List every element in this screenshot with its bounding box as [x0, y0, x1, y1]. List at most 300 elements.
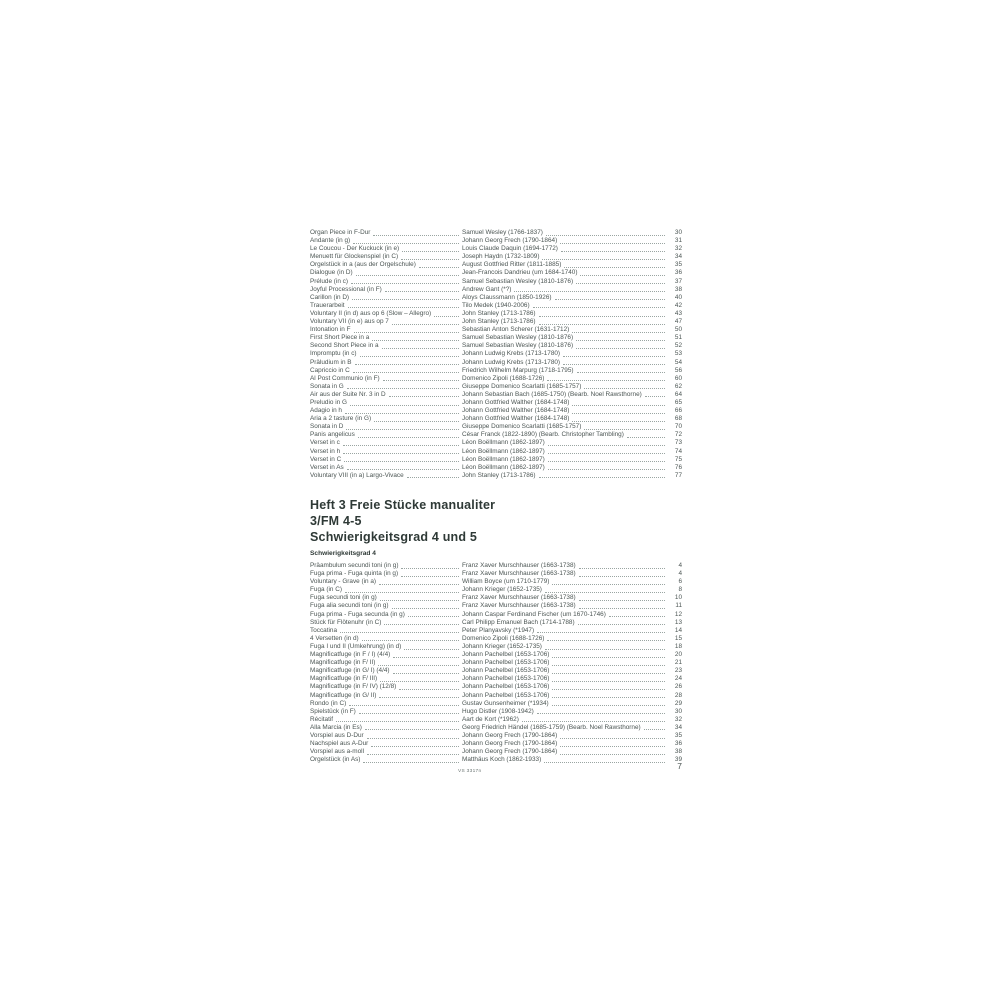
piece-title: Intonation in F — [310, 326, 351, 334]
toc-row — [310, 318, 682, 326]
dot-leader — [384, 624, 459, 625]
composer-cell — [462, 732, 668, 740]
piece-title: Aria a 2 tasture (in G) — [310, 415, 372, 423]
piece-title: Vorspiel aus a-moll — [310, 748, 364, 756]
composer-name: Johann Pachelbel (1653-1706) — [462, 667, 550, 675]
page-number: 52 — [674, 342, 682, 350]
dot-leader — [645, 396, 665, 397]
toc-row — [310, 326, 682, 334]
dot-leader — [580, 275, 665, 276]
composer-name: Hugo Distler (1908-1942) — [462, 707, 534, 715]
piece-title: Dialogue (in D) — [310, 269, 353, 277]
composer-cell — [462, 635, 668, 643]
toc-row — [310, 619, 682, 627]
toc-row — [310, 439, 682, 447]
piece-title: Verset in As — [310, 463, 344, 471]
dot-leader — [576, 340, 665, 341]
toc-row — [310, 464, 682, 472]
toc-row — [310, 278, 682, 286]
composer-name: Peter Planyavsky (*1947) — [462, 626, 535, 634]
composer-cell — [462, 570, 668, 578]
composer-cell — [462, 448, 668, 456]
title-cell — [310, 302, 462, 310]
dot-leader — [548, 461, 665, 462]
composer-cell — [462, 683, 668, 691]
piece-title: Voluntary - Grave (in a) — [310, 578, 377, 586]
page-number: 28 — [674, 691, 682, 699]
dot-leader — [560, 746, 665, 747]
title-cell — [310, 269, 462, 277]
toc-row — [310, 391, 682, 399]
piece-title: Récitatif — [310, 715, 334, 723]
title-cell — [310, 472, 462, 480]
composer-cell — [462, 302, 668, 310]
section-heading — [310, 497, 495, 545]
toc-row — [310, 294, 682, 302]
page-number: 4 — [678, 562, 682, 569]
composer-cell — [462, 611, 668, 619]
dot-leader — [579, 576, 665, 577]
dot-leader — [576, 348, 665, 349]
title-cell — [310, 399, 462, 407]
dot-leader — [522, 721, 665, 722]
title-cell — [310, 431, 462, 439]
composer-cell — [462, 229, 668, 237]
title-cell — [310, 675, 462, 683]
piece-title: Joyful Processional (in F) — [310, 285, 382, 293]
composer-cell — [462, 700, 668, 708]
toc-row — [310, 627, 682, 635]
dot-leader — [546, 235, 665, 236]
piece-title: Organ Piece in F-Dur — [310, 229, 371, 236]
page-number: 32 — [674, 715, 682, 723]
toc-row — [310, 229, 682, 237]
page-number: 65 — [674, 398, 682, 406]
composer-cell — [462, 627, 668, 635]
toc-row — [310, 724, 682, 732]
toc-row — [310, 659, 682, 667]
dot-leader — [351, 283, 459, 284]
edition-number: VS 3317n — [458, 769, 482, 774]
dot-leader — [572, 405, 665, 406]
dot-leader — [561, 251, 665, 252]
dot-leader — [379, 584, 459, 585]
composer-name: Franz Xaver Murschhauser (1663-1738) — [462, 602, 576, 610]
dot-leader — [352, 299, 459, 300]
toc-row — [310, 269, 682, 277]
composer-cell — [462, 326, 668, 334]
dot-leader — [392, 324, 459, 325]
piece-title: Verset in h — [310, 447, 341, 455]
piece-title: Orgelstück (in As) — [310, 756, 361, 764]
title-cell — [310, 756, 462, 764]
title-cell — [310, 383, 462, 391]
title-cell — [310, 619, 462, 627]
composer-cell — [462, 269, 668, 277]
dot-leader — [401, 259, 459, 260]
dot-leader — [533, 307, 665, 308]
piece-title: Carillon (in D) — [310, 293, 350, 301]
page-number: 56 — [674, 366, 682, 374]
page-number: 74 — [674, 447, 682, 455]
page-number: 35 — [674, 731, 682, 739]
dot-leader — [563, 356, 665, 357]
page-number: 34 — [674, 253, 682, 261]
page-number: 30 — [674, 707, 682, 715]
dot-leader — [378, 665, 459, 666]
page-number: 10 — [674, 594, 682, 602]
page-number: 62 — [674, 382, 682, 390]
toc-row — [310, 245, 682, 253]
dot-leader — [393, 657, 459, 658]
dot-leader — [537, 632, 665, 633]
composer-cell — [462, 716, 668, 724]
piece-title: Nachspiel aus A-Dur — [310, 740, 369, 748]
page-number: 30 — [674, 229, 682, 236]
dot-leader — [358, 437, 459, 438]
composer-name: Aloys Claussmann (1850-1926) — [462, 293, 552, 301]
page-number: 64 — [674, 390, 682, 398]
page-number: 75 — [674, 455, 682, 463]
toc-row — [310, 708, 682, 716]
page-number: 31 — [674, 237, 682, 245]
dot-leader — [572, 421, 665, 422]
piece-title: Panis angelicus — [310, 431, 355, 439]
page-number: 23 — [674, 667, 682, 675]
title-cell — [310, 602, 462, 610]
title-cell — [310, 237, 462, 245]
title-cell — [310, 286, 462, 294]
composer-name: Tilo Medek (1940-2006) — [462, 301, 530, 309]
composer-name: August Gottfried Ritter (1811-1885) — [462, 261, 562, 269]
dot-leader — [401, 576, 459, 577]
composer-name: Franz Xaver Murschhauser (1663-1738) — [462, 562, 576, 569]
toc-row — [310, 716, 682, 724]
dot-leader — [402, 251, 459, 252]
title-cell — [310, 708, 462, 716]
dot-leader — [385, 291, 459, 292]
composer-cell — [462, 391, 668, 399]
piece-title: Voluntary VIII (in a) Largo-Vivace — [310, 471, 404, 479]
title-cell — [310, 611, 462, 619]
title-cell — [310, 342, 462, 350]
composer-cell — [462, 383, 668, 391]
dot-leader — [419, 267, 459, 268]
page-number: 11 — [675, 602, 682, 610]
composer-name: Franz Xaver Murschhauser (1663-1738) — [462, 594, 576, 602]
composer-name: John Stanley (1713-1786) — [462, 309, 536, 317]
page-number: 20 — [674, 651, 682, 659]
title-cell — [310, 732, 462, 740]
piece-title: Le Coucou - Der Kuckuck (in e) — [310, 245, 400, 253]
title-cell — [310, 716, 462, 724]
composer-name: Johann Krieger (1652-1735) — [462, 642, 542, 650]
page-number: 15 — [674, 634, 682, 642]
toc-row — [310, 431, 682, 439]
dot-leader — [537, 713, 665, 714]
toc-row — [310, 602, 682, 610]
toc-row — [310, 675, 682, 683]
composer-cell — [462, 756, 668, 764]
page-number: 72 — [674, 431, 682, 439]
composer-cell — [462, 667, 668, 675]
dot-leader — [579, 568, 665, 569]
dot-leader — [514, 291, 665, 292]
title-cell — [310, 594, 462, 602]
dot-leader — [545, 592, 665, 593]
composer-name: Johann Ludwig Krebs (1713-1780) — [462, 358, 561, 366]
page-number: 13 — [674, 618, 682, 626]
page-number: 54 — [674, 358, 682, 366]
toc-row — [310, 692, 682, 700]
title-cell — [310, 724, 462, 732]
dot-leader — [560, 738, 665, 739]
dot-leader — [372, 340, 459, 341]
page-number: 66 — [674, 407, 682, 415]
toc-row — [310, 594, 682, 602]
dot-leader — [584, 388, 665, 389]
composer-cell — [462, 439, 668, 447]
composer-cell — [462, 342, 668, 350]
composer-cell — [462, 399, 668, 407]
toc-row — [310, 302, 682, 310]
dot-leader — [560, 754, 665, 755]
dot-leader — [552, 705, 665, 706]
dot-leader — [576, 283, 665, 284]
folio-page-number: 7 — [677, 761, 682, 771]
page-number: 43 — [674, 309, 682, 317]
piece-title: Stück für Flötenuhr (in C) — [310, 618, 382, 626]
composer-cell — [462, 724, 668, 732]
composer-name: Léon Boëllmann (1862-1897) — [462, 447, 545, 455]
composer-name: Johann Georg Frech (1790-1864) — [462, 748, 558, 756]
title-cell — [310, 586, 462, 594]
composer-name: Johann Georg Frech (1790-1864) — [462, 237, 558, 245]
dot-leader — [379, 697, 459, 698]
composer-name: Samuel Sebastian Wesley (1810-1876) — [462, 277, 574, 285]
composer-cell — [462, 659, 668, 667]
composer-name: Andrew Gant (*?) — [462, 285, 512, 293]
composer-cell — [462, 562, 668, 570]
title-cell — [310, 334, 462, 342]
composer-name: Johann Pachelbel (1653-1706) — [462, 691, 550, 699]
dot-leader — [399, 689, 459, 690]
title-cell — [310, 464, 462, 472]
toc-row — [310, 237, 682, 245]
composer-cell — [462, 675, 668, 683]
dot-leader — [356, 275, 459, 276]
dot-leader — [627, 437, 665, 438]
composer-name: Johann Pachelbel (1653-1706) — [462, 683, 550, 691]
composer-cell — [462, 294, 668, 302]
toc-row — [310, 423, 682, 431]
dot-leader — [548, 453, 665, 454]
composer-cell — [462, 748, 668, 756]
page-number: 8 — [678, 586, 682, 594]
toc-row — [310, 261, 682, 269]
dot-leader — [350, 405, 459, 406]
page-number: 32 — [674, 245, 682, 253]
dot-leader — [392, 608, 459, 609]
piece-title: Preludio in G — [310, 398, 347, 406]
composer-name: Johann Pachelbel (1653-1706) — [462, 675, 550, 683]
toc-block-1 — [310, 229, 682, 480]
piece-title: Fuga prima - Fuga secunda (in g) — [310, 610, 405, 618]
piece-title: Fuga I und II (Umkehrung) (in d) — [310, 642, 402, 650]
dot-leader — [564, 267, 665, 268]
piece-title: Adagio in h — [310, 407, 342, 415]
composer-cell — [462, 708, 668, 716]
composer-name: Johann Sebastian Bach (1685-1750) (Bearb. Noel Rawsthorne) — [462, 390, 642, 398]
page-number: 4 — [678, 570, 682, 578]
dot-leader — [578, 624, 665, 625]
subsection-heading: Schwierigkeitsgrad 4 — [310, 550, 376, 557]
dot-leader — [552, 697, 665, 698]
composer-name: Joseph Haydn (1732-1809) — [462, 253, 540, 261]
composer-name: Samuel Wesley (1766-1837) — [462, 229, 543, 236]
composer-name: Louis Claude Daquin (1694-1772) — [462, 245, 558, 253]
dot-leader — [362, 640, 459, 641]
title-cell — [310, 748, 462, 756]
page-number: 18 — [674, 642, 682, 650]
piece-title: Prélude (in c) — [310, 277, 349, 285]
title-cell — [310, 692, 462, 700]
heading-line-2: 3/FM 4-5 — [310, 514, 362, 528]
composer-name: Sebastian Anton Scherer (1631-1712) — [462, 326, 570, 334]
title-cell — [310, 391, 462, 399]
piece-title: Sonata in G — [310, 382, 344, 390]
toc-row — [310, 367, 682, 375]
page-number: 50 — [674, 326, 682, 334]
composer-name: John Stanley (1713-1786) — [462, 318, 536, 326]
toc-row — [310, 586, 682, 594]
composer-name: Johann Pachelbel (1653-1706) — [462, 651, 550, 659]
composer-name: John Stanley (1713-1786) — [462, 471, 536, 479]
piece-title: Impromptu (in c) — [310, 350, 357, 358]
title-cell — [310, 367, 462, 375]
dot-leader — [345, 413, 459, 414]
dot-leader — [544, 762, 665, 763]
toc-row — [310, 756, 682, 764]
heading-line-1: Heft 3 Freie Stücke manualiter — [310, 498, 496, 512]
toc-row — [310, 667, 682, 675]
piece-title: Spielstück (in F) — [310, 707, 356, 715]
toc-row — [310, 732, 682, 740]
composer-cell — [462, 692, 668, 700]
page-number: 47 — [674, 318, 682, 326]
piece-title: Vorspiel aus D-Dur — [310, 731, 364, 739]
page-number: 35 — [674, 261, 682, 269]
dot-leader — [359, 713, 459, 714]
toc-row — [310, 748, 682, 756]
toc-row — [310, 310, 682, 318]
dot-leader — [343, 453, 459, 454]
composer-cell — [462, 375, 668, 383]
toc-row — [310, 643, 682, 651]
dot-leader — [360, 356, 459, 357]
toc-row — [310, 472, 682, 480]
composer-name: Georg Friedrich Händel (1685-1759) (Bearb. Noel Rawsthorne) — [462, 723, 641, 731]
dot-leader — [380, 600, 459, 601]
piece-title: Sonata in D — [310, 423, 344, 431]
dot-leader — [644, 729, 665, 730]
page-number: 36 — [674, 740, 682, 748]
toc-row — [310, 407, 682, 415]
page-number: 24 — [674, 675, 682, 683]
dot-leader — [547, 640, 665, 641]
dot-leader — [563, 364, 665, 365]
dot-leader — [365, 729, 459, 730]
piece-title: Capriccio in C — [310, 366, 350, 374]
piece-title: Second Short Piece in a — [310, 342, 379, 350]
toc-row — [310, 334, 682, 342]
dot-leader — [407, 477, 459, 478]
piece-title: Magnificatfuge (in F/ II) — [310, 659, 376, 667]
title-cell — [310, 423, 462, 431]
piece-title: Orgelstück in a (aus der Orgelschule) — [310, 261, 416, 269]
composer-cell — [462, 472, 668, 480]
title-cell — [310, 456, 462, 464]
piece-title: Magnificatfuge (in G/ II) — [310, 691, 377, 699]
title-cell — [310, 261, 462, 269]
dot-leader — [353, 372, 459, 373]
piece-title: Verset in c — [310, 439, 340, 447]
composer-name: Franz Xaver Murschhauser (1663-1738) — [462, 570, 576, 578]
composer-name: Domenico Zipoli (1688-1726) — [462, 634, 545, 642]
composer-cell — [462, 245, 668, 253]
title-cell — [310, 740, 462, 748]
page-number: 6 — [678, 578, 682, 586]
piece-title: Al Post Communio (in F) — [310, 374, 380, 382]
dot-leader — [382, 348, 459, 349]
dot-leader — [434, 316, 459, 317]
composer-name: Léon Boëllmann (1862-1897) — [462, 455, 545, 463]
title-cell — [310, 229, 462, 237]
dot-leader — [347, 388, 459, 389]
composer-cell — [462, 586, 668, 594]
toc-row — [310, 359, 682, 367]
composer-name: Carl Philipp Emanuel Bach (1714-1788) — [462, 618, 575, 626]
toc-row — [310, 578, 682, 586]
piece-title: Rondo (in C) — [310, 699, 347, 707]
title-cell — [310, 318, 462, 326]
title-cell — [310, 415, 462, 423]
piece-title: Menuett für Glockenspiel (in C) — [310, 253, 399, 261]
piece-title: Voluntary VII (in e) aus op 7 — [310, 318, 389, 326]
title-cell — [310, 375, 462, 383]
dot-leader — [346, 429, 459, 430]
title-cell — [310, 562, 462, 570]
toc-row — [310, 570, 682, 578]
composer-cell — [462, 278, 668, 286]
page-number: 12 — [674, 610, 682, 618]
composer-cell — [462, 643, 668, 651]
dot-leader — [552, 673, 665, 674]
page-number: 21 — [674, 659, 682, 667]
piece-title: Magnificatfuge (in F/ IV) (12/8) — [310, 683, 397, 691]
dot-leader — [539, 477, 665, 478]
dot-leader — [355, 364, 459, 365]
composer-cell — [462, 253, 668, 261]
title-cell — [310, 700, 462, 708]
page-number: 68 — [674, 415, 682, 423]
toc-row — [310, 683, 682, 691]
composer-name: Matthäus Koch (1862-1933) — [462, 756, 542, 764]
composer-cell — [462, 237, 668, 245]
dot-leader — [408, 616, 459, 617]
composer-name: Johann Georg Frech (1790-1864) — [462, 740, 558, 748]
composer-cell — [462, 602, 668, 610]
